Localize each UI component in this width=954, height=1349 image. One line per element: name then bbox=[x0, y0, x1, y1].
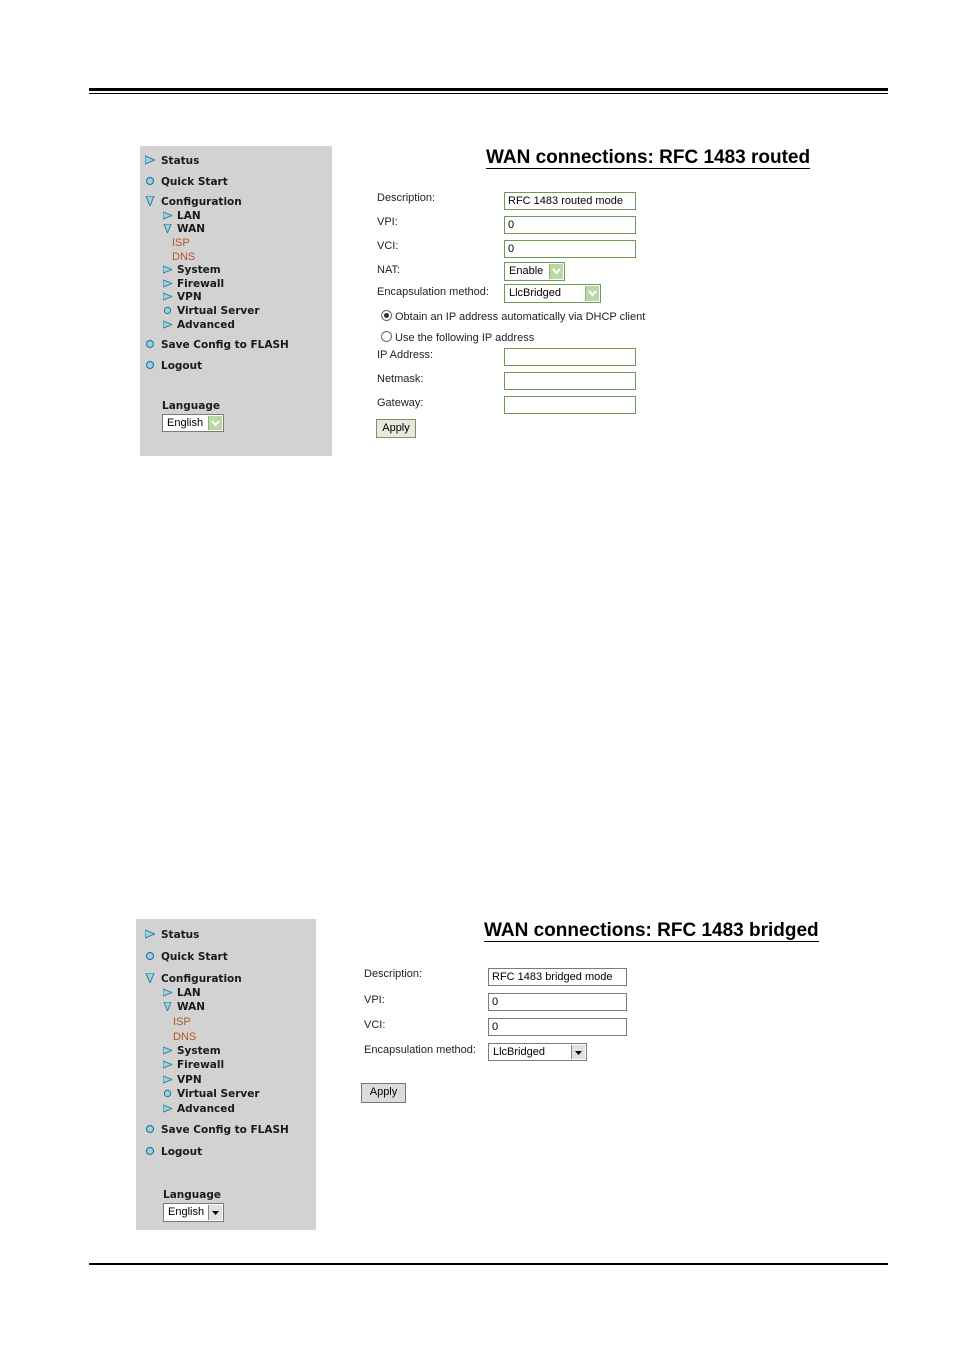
vci-label: VCI: bbox=[377, 240, 399, 252]
page-title: WAN connections: RFC 1483 bridged bbox=[484, 920, 819, 941]
page-header-rule bbox=[89, 88, 888, 94]
description-input[interactable]: RFC 1483 bridged mode bbox=[488, 968, 627, 986]
triangle-right-icon bbox=[163, 1060, 172, 1069]
nav-item-virtual-server[interactable]: Virtual Server bbox=[163, 305, 260, 318]
triangle-right-icon bbox=[163, 320, 172, 329]
nav-item-save-config[interactable]: Save Config to FLASH bbox=[145, 339, 289, 352]
nav-item-quick-start[interactable]: Quick Start bbox=[145, 176, 228, 189]
nav-item-vpn[interactable]: VPN bbox=[163, 291, 202, 304]
chevron-down-icon bbox=[571, 1045, 585, 1059]
nav-item-system[interactable]: System bbox=[163, 264, 221, 277]
encapsulation-select[interactable]: LlcBridged bbox=[488, 1043, 587, 1061]
nav-item-dns[interactable]: DNS bbox=[173, 1031, 197, 1043]
nav-item-quick-start[interactable]: Quick Start bbox=[145, 951, 228, 964]
page-title: WAN connections: RFC 1483 routed bbox=[486, 147, 811, 168]
nav-item-wan[interactable]: WAN bbox=[163, 223, 205, 236]
vci-input[interactable]: 0 bbox=[504, 240, 636, 258]
circle-bullet-icon bbox=[145, 951, 155, 961]
chevron-down-icon bbox=[585, 286, 599, 301]
circle-bullet-icon bbox=[145, 1146, 155, 1156]
circle-bullet-icon bbox=[145, 360, 155, 370]
triangle-right-icon bbox=[163, 292, 172, 301]
encapsulation-label: Encapsulation method: bbox=[377, 286, 489, 298]
nav-item-dns[interactable]: DNS bbox=[172, 251, 196, 263]
triangle-right-icon bbox=[163, 988, 172, 997]
triangle-down-icon bbox=[145, 196, 155, 206]
nav-item-logout[interactable]: Logout bbox=[145, 360, 202, 373]
vpi-label: VPI: bbox=[364, 994, 385, 1006]
circle-bullet-icon bbox=[163, 1089, 172, 1098]
nav-item-isp[interactable]: ISP bbox=[173, 1016, 191, 1028]
radio-selected-icon bbox=[381, 310, 392, 321]
chevron-down-icon bbox=[208, 1205, 222, 1220]
triangle-right-icon bbox=[163, 211, 172, 220]
nav-item-configuration[interactable]: Configuration bbox=[145, 196, 242, 209]
nav-item-configuration[interactable]: Configuration bbox=[145, 973, 242, 986]
nav-item-wan[interactable]: WAN bbox=[163, 1001, 205, 1014]
ip-address-input[interactable] bbox=[504, 348, 636, 366]
triangle-down-icon bbox=[163, 224, 172, 233]
nav-item-lan[interactable]: LAN bbox=[163, 987, 201, 1000]
triangle-right-icon bbox=[163, 265, 172, 274]
language-label: Language bbox=[163, 1189, 221, 1201]
circle-bullet-icon bbox=[163, 306, 172, 315]
nav-item-isp[interactable]: ISP bbox=[172, 237, 190, 249]
circle-bullet-icon bbox=[145, 339, 155, 349]
circle-bullet-icon bbox=[145, 1124, 155, 1134]
netmask-input[interactable] bbox=[504, 372, 636, 390]
triangle-right-icon bbox=[145, 929, 155, 939]
triangle-right-icon bbox=[145, 155, 155, 165]
description-label: Description: bbox=[364, 968, 423, 980]
chevron-down-icon bbox=[208, 416, 222, 430]
triangle-right-icon bbox=[163, 279, 172, 288]
vpi-input[interactable]: 0 bbox=[488, 993, 627, 1011]
triangle-down-icon bbox=[163, 1002, 172, 1011]
vci-label: VCI: bbox=[364, 1019, 386, 1031]
ip-address-label: IP Address: bbox=[377, 349, 434, 361]
vpi-label: VPI: bbox=[377, 216, 398, 228]
apply-button[interactable]: Apply bbox=[361, 1083, 406, 1103]
language-label: Language bbox=[162, 400, 220, 412]
triangle-right-icon bbox=[163, 1046, 172, 1055]
nat-select[interactable]: Enable bbox=[504, 262, 565, 281]
nav-item-advanced[interactable]: Advanced bbox=[163, 1103, 235, 1116]
language-select[interactable]: English bbox=[162, 414, 224, 432]
vpi-input[interactable]: 0 bbox=[504, 216, 636, 234]
radio-unselected-icon bbox=[381, 331, 392, 342]
language-select[interactable]: English bbox=[163, 1203, 224, 1222]
triangle-right-icon bbox=[163, 1075, 172, 1084]
vci-input[interactable]: 0 bbox=[488, 1018, 627, 1036]
page-footer-rule bbox=[89, 1263, 888, 1265]
encapsulation-select[interactable]: LlcBridged bbox=[504, 284, 601, 303]
nav-item-virtual-server[interactable]: Virtual Server bbox=[163, 1088, 260, 1101]
nav-item-status[interactable]: Status bbox=[145, 155, 199, 168]
gateway-input[interactable] bbox=[504, 396, 636, 414]
chevron-down-icon bbox=[549, 264, 563, 279]
nav-item-status[interactable]: Status bbox=[145, 929, 199, 942]
nav-item-lan[interactable]: LAN bbox=[163, 210, 201, 223]
nav-item-vpn[interactable]: VPN bbox=[163, 1074, 202, 1087]
nav-item-advanced[interactable]: Advanced bbox=[163, 319, 235, 332]
nav-item-save-config[interactable]: Save Config to FLASH bbox=[145, 1124, 289, 1137]
nav-item-logout[interactable]: Logout bbox=[145, 1146, 202, 1159]
nav-item-firewall[interactable]: Firewall bbox=[163, 1059, 224, 1072]
netmask-label: Netmask: bbox=[377, 373, 424, 385]
triangle-right-icon bbox=[163, 1104, 172, 1113]
nat-label: NAT: bbox=[377, 264, 401, 276]
encapsulation-label: Encapsulation method: bbox=[364, 1044, 476, 1056]
radio-static-ip[interactable]: Use the following IP address bbox=[381, 331, 534, 344]
radio-dhcp[interactable]: Obtain an IP address automatically via DHCP client bbox=[381, 310, 645, 323]
description-label: Description: bbox=[377, 192, 436, 204]
circle-bullet-icon bbox=[145, 176, 155, 186]
nav-item-system[interactable]: System bbox=[163, 1045, 221, 1058]
nav-item-firewall[interactable]: Firewall bbox=[163, 278, 224, 291]
description-input[interactable]: RFC 1483 routed mode bbox=[504, 192, 636, 210]
triangle-down-icon bbox=[145, 973, 155, 983]
apply-button[interactable]: Apply bbox=[376, 419, 416, 438]
gateway-label: Gateway: bbox=[377, 397, 424, 409]
